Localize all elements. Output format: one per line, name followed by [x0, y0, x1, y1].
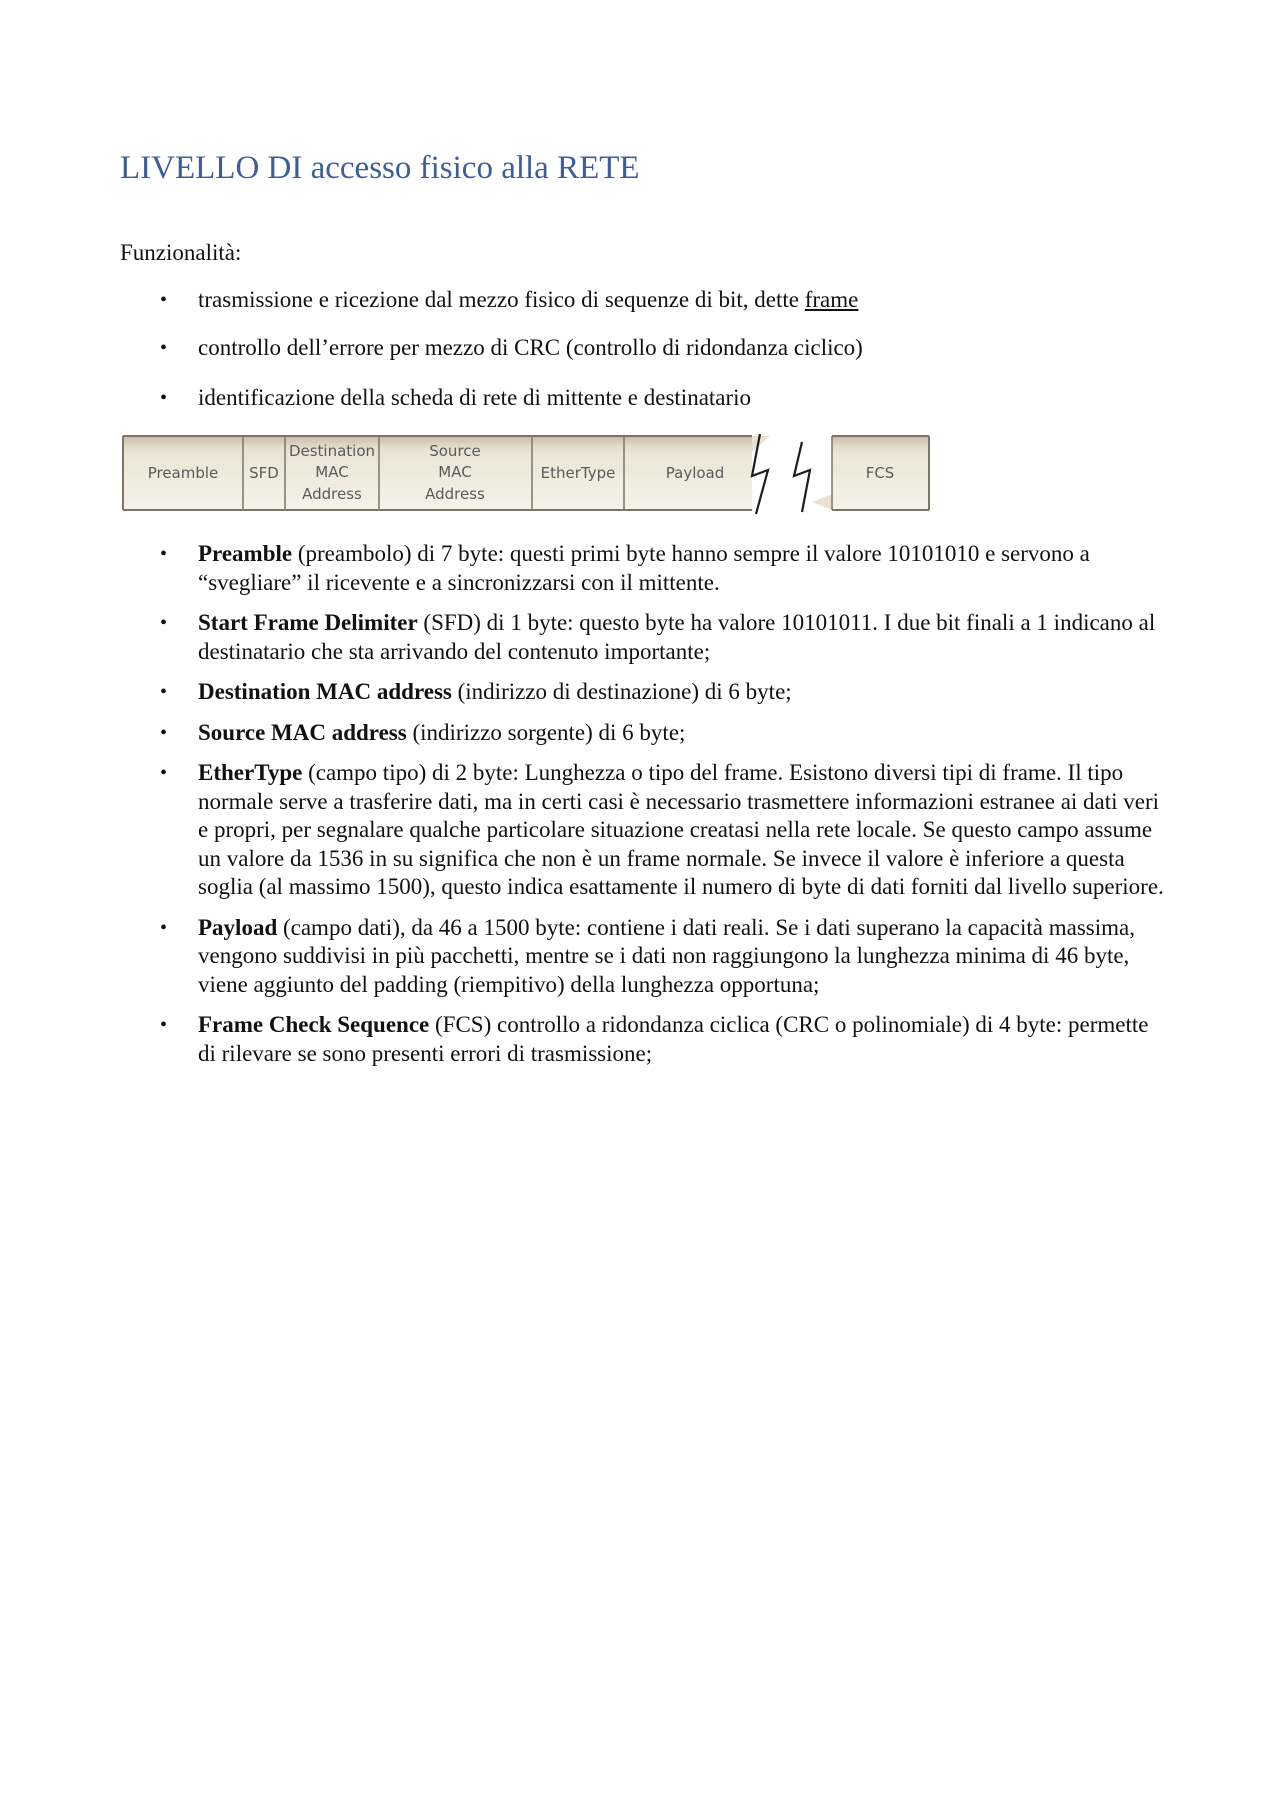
field-term: Preamble [198, 541, 293, 566]
list-item [0, 286, 1280, 314]
function-text: trasmissione e ricezione dal mezzo fisico di sequenze di bit, dette [198, 287, 805, 312]
functions-list [0, 286, 1280, 412]
bullet: • [160, 1014, 168, 1036]
list-item [0, 719, 1280, 748]
function-text: identificazione della scheda di rete di mittente e destinatario [198, 385, 752, 410]
field-label-preamble: Preamble [147, 464, 219, 482]
field-description: (campo dati), da 46 a 1500 byte: contiene i dati reali. Se i dati superano la capacità massima, vengono suddivisi in più pacchetti, mentre se i dati non raggiungono la lunghezza minima di 46 byte, viene aggiunto del padding (riempitivo) della lunghezza opportuna; [198, 914, 1135, 997]
intro-label: Funzionalità: [120, 240, 242, 265]
field-term: Destination MAC address [198, 679, 452, 704]
bullet: • [160, 681, 168, 703]
bullet: • [160, 289, 168, 311]
field-term: EtherType [198, 760, 303, 785]
bullet: • [160, 916, 168, 939]
frame-term: frame [804, 287, 859, 312]
field-label-fcs: FCS [865, 464, 895, 482]
field-term: Payload [198, 914, 278, 940]
ethernet-frame-diagram [122, 432, 930, 516]
list-item [0, 384, 1280, 412]
field-description: (indirizzo sorgente) di 6 byte; [406, 719, 686, 745]
field-label-destination-3: Address [302, 485, 362, 503]
field-label-destination-2: MAC [315, 463, 349, 481]
field-label-source-1: Source [429, 442, 481, 460]
bullet: • [160, 337, 168, 359]
field-term: Source MAC address [198, 719, 407, 745]
list-item [0, 914, 1280, 1000]
bullet: • [160, 612, 168, 634]
field-description: (FCS) controllo a ridondanza ciclica (CRC o polinomiale) di 4 byte: permette di rilevare se sono presenti errori di trasmissione; [198, 1012, 1149, 1066]
field-label-payload: Payload [665, 464, 725, 482]
field-description: (indirizzo di destinazione) di 6 byte; [451, 679, 792, 704]
page-title: LIVELLO DI accesso fisico alla RETE [120, 150, 640, 186]
function-text: controllo dell’errore per mezzo di CRC (controllo di ridondanza ciclico) [198, 335, 863, 360]
list-item [0, 609, 1280, 666]
field-label-ethertype: EtherType [540, 464, 616, 482]
field-label-source-3: Address [425, 485, 485, 503]
field-description: (campo tipo) di 2 byte: Lunghezza o tipo del frame. Esistono diversi tipi di frame. Il tipo normale serve a trasferire dati, ma in certi casi è necessario trasmettere informazioni estranee ai dati veri e propri, per segnalare qualche particolare situazione creatasi nella rete locale. Se questo campo assume un valore da 1536 in su significa che non è un frame normale. Se invece il valore è inferiore a questa soglia (al massimo 1500), questo indica esattamente il numero di byte di dati forniti dal livello superiore. [198, 760, 1164, 899]
field-description: (preambolo) di 7 byte: questi primi byte hanno sempre il valore 10101010 e servono a “svegliare” il ricevente e a sincronizzarsi con il mittente. [198, 541, 1090, 595]
list-item [0, 1011, 1280, 1068]
frame-bar [123, 434, 929, 514]
list-item [0, 678, 1280, 707]
bullet: • [160, 387, 168, 409]
list-item [0, 334, 1280, 362]
field-label-source-2: MAC [438, 463, 472, 481]
field-description: (SFD) di 1 byte: questo byte ha valore 10101011. I due bit finali a 1 indicano al destinatario che sta arrivando del contenuto importante; [198, 610, 1156, 664]
list-item [0, 540, 1280, 597]
field-term: Start Frame Delimiter [198, 610, 418, 635]
bullet: • [160, 543, 168, 565]
bullet: • [160, 762, 168, 784]
bullet: • [160, 721, 168, 744]
field-term: Frame Check Sequence [198, 1012, 430, 1037]
field-label-destination-1: Destination [288, 442, 376, 460]
frame-fields-list [0, 540, 1280, 1080]
list-item [0, 759, 1280, 902]
field-label-sfd: SFD [249, 464, 279, 482]
